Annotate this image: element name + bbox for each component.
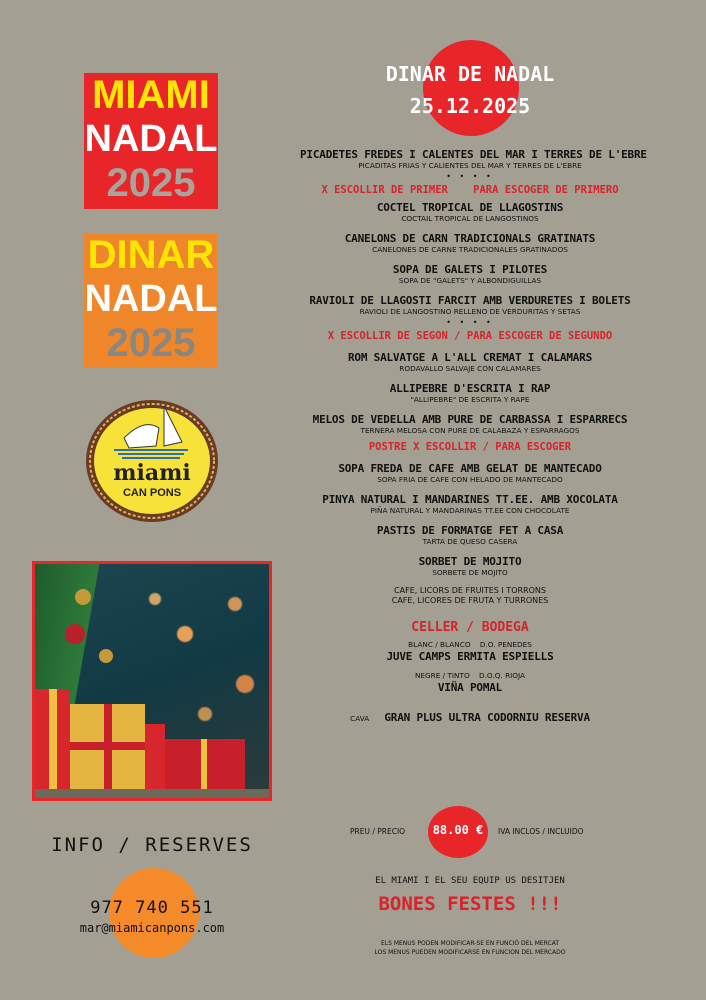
- dots-separator: • • • •: [446, 172, 494, 181]
- menu-item-es: TARTA DE QUESO CASERA: [422, 537, 518, 546]
- starter-es: PICADITAS FRIAS Y CALIENTES DEL MAR Y TERRES DE L'EBRE: [358, 161, 582, 170]
- white-wine-label: BLANC / BLANCO D.O. PENEDES: [408, 640, 532, 649]
- menu-item-es: SOPA FRIA DE CAFE CON HELADO DE MANTECADO: [377, 475, 563, 484]
- menu-item-ca: PINYA NATURAL I MANDARINES TT.EE. AMB XOCOLATA: [322, 493, 618, 506]
- gift-box-icon: [165, 739, 245, 789]
- miami-nadal-block: [84, 73, 218, 209]
- block2-line3: 2025: [106, 321, 196, 365]
- menu-item-es: "ALLIPEBRE" DE ESCRITA Y RAPE: [410, 395, 530, 404]
- cava-row: [300, 706, 640, 725]
- menu-item-es: CANELONES DE CARNE TRADICIONALES GRATINADOS: [372, 245, 568, 254]
- starter-ca: PICADETES FREDES I CALENTES DEL MAR I TERRES DE L'EBRE: [300, 148, 647, 161]
- cava-label: CAVA: [350, 714, 370, 723]
- block2-line1: DINAR: [87, 233, 215, 277]
- price-row: [300, 806, 640, 858]
- menu-note-ca: ELS MENUS PODEN MODIFICAR-SE EN FUNCIÓ DEL MERCAT: [380, 940, 560, 947]
- title-highlight-circle: [423, 40, 519, 136]
- first-course-heading: X ESCOLLIR DE PRIMER PARA ESCOGER DE PRIMERO: [321, 184, 619, 196]
- menu-item-es: SOPA DE "GALETS" Y ALBONDIGUILLAS: [398, 276, 542, 285]
- red-wine: VIÑA POMAL: [437, 681, 503, 694]
- menu-item-ca: SOPA FREDA DE CAFE AMB GELAT DE MANTECADO: [338, 462, 602, 475]
- menu-title: DINAR DE NADAL: [385, 62, 555, 86]
- dots-separator: • • • •: [446, 318, 494, 327]
- menu-list: [300, 148, 647, 725]
- logo-text-can-pons: CAN PONS: [122, 487, 182, 499]
- white-wine: JUVE CAMPS ERMITA ESPIELLS: [386, 650, 554, 663]
- phone-number[interactable]: 977 740 551: [90, 898, 214, 918]
- table-surface: [35, 789, 269, 798]
- cava-wine: GRAN PLUS ULTRA CODORNIU RESERVA: [384, 711, 590, 724]
- block1-line2: NADAL: [84, 118, 218, 160]
- menu-item-ca: COCTEL TROPICAL DE LLAGOSTINS: [376, 201, 564, 214]
- price-label: PREU / PRECIO: [350, 827, 406, 836]
- menu-item-ca: SORBET DE MOJITO: [418, 555, 522, 568]
- red-wine-label: NEGRE / TINTO D.O.Q. RIOJA: [414, 671, 526, 680]
- dinar-nadal-block: [84, 233, 218, 368]
- ornament-icon: [99, 649, 113, 663]
- menu-item-ca: ROM SALVATGE A L'ALL CREMAT I CALAMARS: [347, 351, 593, 364]
- coffee-ca: CAFE, LICORS DE FRUITES I TORRONS: [394, 586, 546, 595]
- coffee-es: CAFE, LICORES DE FRUTA Y TURRONES: [391, 596, 549, 605]
- gift-box-icon: [70, 704, 145, 789]
- menu-item-ca: ALLIPEBRE D'ESCRITA I RAP: [389, 382, 551, 395]
- info-reserves-label: INFO / RESERVES: [51, 834, 253, 856]
- dessert-heading: POSTRE X ESCOLLIR / PARA ESCOGER: [368, 441, 572, 453]
- block2-line2: NADAL: [84, 278, 218, 320]
- bones-festes: BONES FESTES !!!: [378, 893, 562, 915]
- menu-item-es: SORBETE DE MOJITO: [432, 568, 508, 577]
- menu-date: 25.12.2025: [409, 94, 531, 118]
- vat-label: IVA INCLOS / INCLUIDO: [498, 827, 584, 836]
- menu-item-es: COCTAIL TROPICAL DE LANGOSTINOS: [401, 214, 539, 223]
- menu-item-es: RAVIOLI DE LANGOSTINO RELLENO DE VERDURITAS Y SETAS: [359, 307, 581, 316]
- menu-note-es: LOS MENUS PUEDEN MODIFICARSE EN FUNCION DEL MERCADO: [374, 949, 566, 956]
- price-value: 88.00 €: [432, 823, 484, 837]
- second-course-heading: X ESCOLLIR DE SEGON / PARA ESCOGER DE SEGUNDO: [327, 330, 613, 342]
- greeting-line: EL MIAMI I EL SEU EQUIP US DESITJEN: [375, 876, 565, 886]
- email-address[interactable]: mar@miamicanpons.com: [79, 921, 225, 935]
- menu-item-ca: SOPA DE GALETS I PILOTES: [392, 263, 548, 276]
- menu-item-es: PIÑA NATURAL Y MANDARINAS TT.EE CON CHOCOLATE: [370, 506, 570, 515]
- menu-item-es: TERNERA MELOSA CON PURE DE CALABAZA Y ESPARRAGOS: [360, 426, 580, 435]
- menu-item-ca: CANELONS DE CARN TRADICIONALS GRATINATS: [344, 232, 596, 245]
- logo-text-miami: miami: [113, 460, 191, 486]
- gift-box-icon: [145, 724, 165, 789]
- christmas-gifts-photo: [32, 561, 272, 801]
- miami-can-pons-logo: [84, 398, 220, 524]
- menu-item-ca: RAVIOLI DE LLAGOSTI FARCIT AMB VERDURETES I BOLETS: [309, 294, 631, 307]
- menu-item-es: RODAVALLO SALVAJE CON CALAMARES: [399, 364, 541, 373]
- ornament-icon: [75, 589, 91, 605]
- ornament-icon: [65, 624, 85, 644]
- menu-item-ca: MELOS DE VEDELLA AMB PURE DE CARBASSA I ESPARRECS: [312, 413, 628, 426]
- cellar-heading: CELLER / BODEGA: [411, 620, 529, 635]
- block1-line3: 2025: [106, 161, 196, 205]
- block1-line1: MIAMI: [92, 73, 210, 117]
- menu-item-ca: PASTIS DE FORMATGE FET A CASA: [376, 524, 564, 537]
- gift-box-icon: [35, 689, 70, 789]
